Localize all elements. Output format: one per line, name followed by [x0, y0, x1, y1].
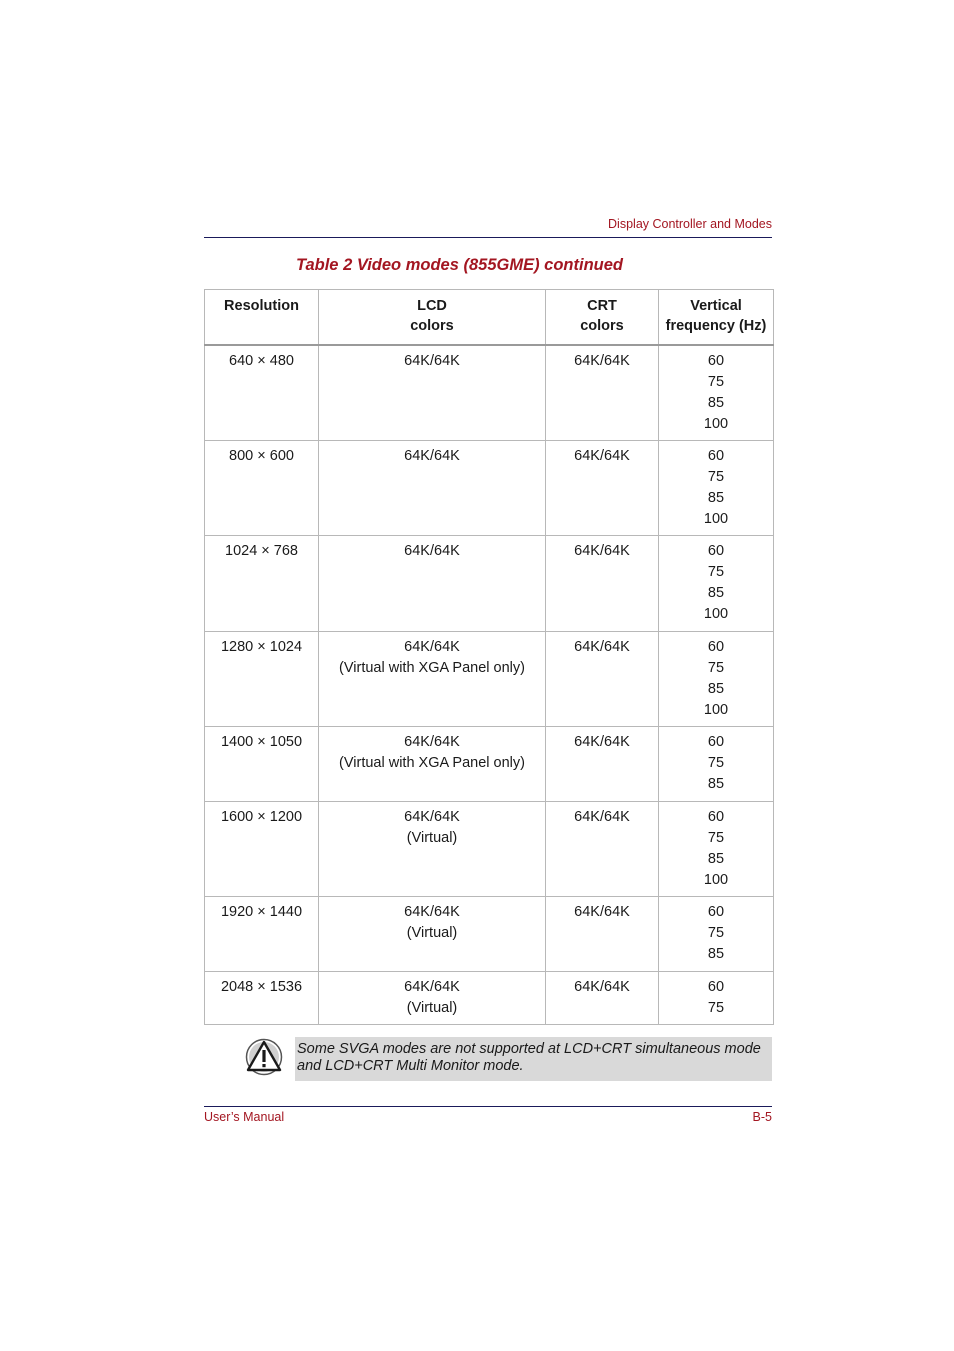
resolution-cell-text: 1024 × 768 [225, 543, 298, 559]
frequency-cell-text: 100 [703, 416, 729, 432]
table-row [205, 536, 774, 632]
resolution-cell [205, 727, 319, 802]
header-text: Resolution [224, 298, 299, 314]
lcd-colors-cell-text: 64K/64K [404, 353, 460, 369]
frequency-cell-text: 75 [707, 660, 725, 676]
lcd-colors-cell-text: (Virtual) [406, 830, 458, 846]
resolution-cell-text: 1280 × 1024 [220, 639, 303, 655]
lcd-colors-cell [319, 632, 546, 727]
header-text: Vertical [690, 298, 742, 314]
header-text: LCD [417, 298, 447, 314]
resolution-cell-text: 1920 × 1440 [220, 904, 303, 920]
table-row [205, 972, 774, 1025]
crt-colors-cell [546, 972, 659, 1025]
frequency-cell-text: 100 [703, 872, 729, 888]
footer-manual-title: User’s Manual [204, 1110, 285, 1124]
crt-colors-cell-text: 64K/64K [574, 543, 630, 559]
lcd-colors-cell-text: 64K/64K [404, 734, 460, 750]
frequency-cell-text: 100 [703, 511, 729, 527]
frequency-cell-text: 85 [707, 585, 725, 601]
header-resolution [205, 290, 319, 346]
header-text: colors [410, 318, 454, 334]
table-row [205, 727, 774, 802]
crt-colors-cell [546, 441, 659, 536]
crt-colors-cell-text: 64K/64K [574, 639, 630, 655]
note-text: Some SVGA modes are not supported at LCD+CRT simultaneous mode and LCD+CRT Multi Monitor mode. [297, 1041, 761, 1074]
lcd-colors-cell-text: (Virtual with XGA Panel only) [339, 755, 525, 771]
frequency-cell [659, 727, 774, 802]
table-title: Table 2 Video modes (855GME) continued [296, 256, 624, 274]
lcd-colors-cell [319, 345, 546, 441]
frequency-cell [659, 345, 774, 441]
lcd-colors-cell [319, 897, 546, 972]
resolution-cell-text: 640 × 480 [229, 353, 294, 369]
crt-colors-cell [546, 727, 659, 802]
frequency-cell [659, 441, 774, 536]
crt-colors-cell [546, 897, 659, 972]
footer-divider [204, 1106, 772, 1107]
resolution-cell [205, 632, 319, 727]
frequency-cell-text: 85 [707, 851, 725, 867]
frequency-cell-text: 60 [707, 448, 725, 464]
frequency-cell-text: 60 [707, 734, 725, 750]
header-text: frequency (Hz) [665, 318, 767, 334]
crt-colors-cell-text: 64K/64K [574, 353, 630, 369]
frequency-cell [659, 536, 774, 632]
lcd-colors-cell [319, 536, 546, 632]
crt-colors-cell [546, 632, 659, 727]
frequency-cell-text: 100 [703, 606, 729, 622]
resolution-cell [205, 345, 319, 441]
video-modes-table [204, 289, 774, 1025]
resolution-cell [205, 536, 319, 632]
frequency-cell-text: 75 [707, 469, 725, 485]
frequency-cell-text: 60 [707, 353, 725, 369]
table-row [205, 441, 774, 536]
frequency-cell [659, 972, 774, 1025]
frequency-cell-text: 75 [707, 564, 725, 580]
frequency-cell-text: 85 [707, 490, 725, 506]
header-text: CRT [587, 298, 617, 314]
frequency-cell [659, 802, 774, 897]
crt-colors-cell [546, 345, 659, 441]
frequency-cell-text: 75 [707, 925, 725, 941]
lcd-colors-cell [319, 441, 546, 536]
frequency-cell-text: 85 [707, 681, 725, 697]
lcd-colors-cell-text: 64K/64K [404, 639, 460, 655]
crt-colors-cell-text: 64K/64K [574, 809, 630, 825]
resolution-cell-text: 2048 × 1536 [220, 979, 303, 995]
frequency-cell [659, 632, 774, 727]
header-lcd-colors [319, 290, 546, 346]
frequency-cell-text: 75 [707, 755, 725, 771]
frequency-cell-text: 60 [707, 904, 725, 920]
header-vertical-frequency [659, 290, 774, 346]
frequency-cell-text: 85 [707, 395, 725, 411]
frequency-cell-text: 75 [707, 830, 725, 846]
frequency-cell-text: 85 [707, 776, 725, 792]
resolution-cell-text: 1400 × 1050 [220, 734, 303, 750]
frequency-cell-text: 75 [707, 374, 725, 390]
frequency-cell-text: 60 [707, 809, 725, 825]
frequency-cell-text: 60 [707, 979, 725, 995]
resolution-cell [205, 897, 319, 972]
resolution-cell [205, 972, 319, 1025]
frequency-cell [659, 897, 774, 972]
lcd-colors-cell-text: (Virtual with XGA Panel only) [339, 660, 525, 676]
running-header: Display Controller and Modes [608, 217, 772, 231]
frequency-cell-text: 100 [703, 702, 729, 718]
table-row [205, 632, 774, 727]
lcd-colors-cell [319, 802, 546, 897]
page-number: B-5 [752, 1110, 772, 1124]
frequency-cell-text: 85 [707, 946, 725, 962]
table-row [205, 345, 774, 441]
crt-colors-cell-text: 64K/64K [574, 734, 630, 750]
resolution-cell [205, 802, 319, 897]
lcd-colors-cell [319, 727, 546, 802]
lcd-colors-cell-text: (Virtual) [406, 1000, 458, 1016]
resolution-cell [205, 441, 319, 536]
lcd-colors-cell [319, 972, 546, 1025]
frequency-cell-text: 75 [707, 1000, 725, 1016]
lcd-colors-cell-text: 64K/64K [404, 979, 460, 995]
lcd-colors-cell-text: 64K/64K [404, 543, 460, 559]
resolution-cell-text: 1600 × 1200 [220, 809, 303, 825]
resolution-cell-text: 800 × 600 [229, 448, 294, 464]
table-row [205, 802, 774, 897]
crt-colors-cell [546, 536, 659, 632]
table-row [205, 897, 774, 972]
table-body [205, 345, 774, 1025]
frequency-cell-text: 60 [707, 639, 725, 655]
table-header-row [205, 290, 774, 346]
header-divider [204, 237, 772, 238]
crt-colors-cell-text: 64K/64K [574, 448, 630, 464]
crt-colors-cell-text: 64K/64K [574, 979, 630, 995]
lcd-colors-cell-text: 64K/64K [404, 809, 460, 825]
frequency-cell-text: 60 [707, 543, 725, 559]
crt-colors-cell-text: 64K/64K [574, 904, 630, 920]
warning-icon [245, 1038, 283, 1076]
crt-colors-cell [546, 802, 659, 897]
lcd-colors-cell-text: 64K/64K [404, 448, 460, 464]
lcd-colors-cell-text: 64K/64K [404, 904, 460, 920]
header-text: colors [580, 318, 624, 334]
lcd-colors-cell-text: (Virtual) [406, 925, 458, 941]
header-crt-colors [546, 290, 659, 346]
